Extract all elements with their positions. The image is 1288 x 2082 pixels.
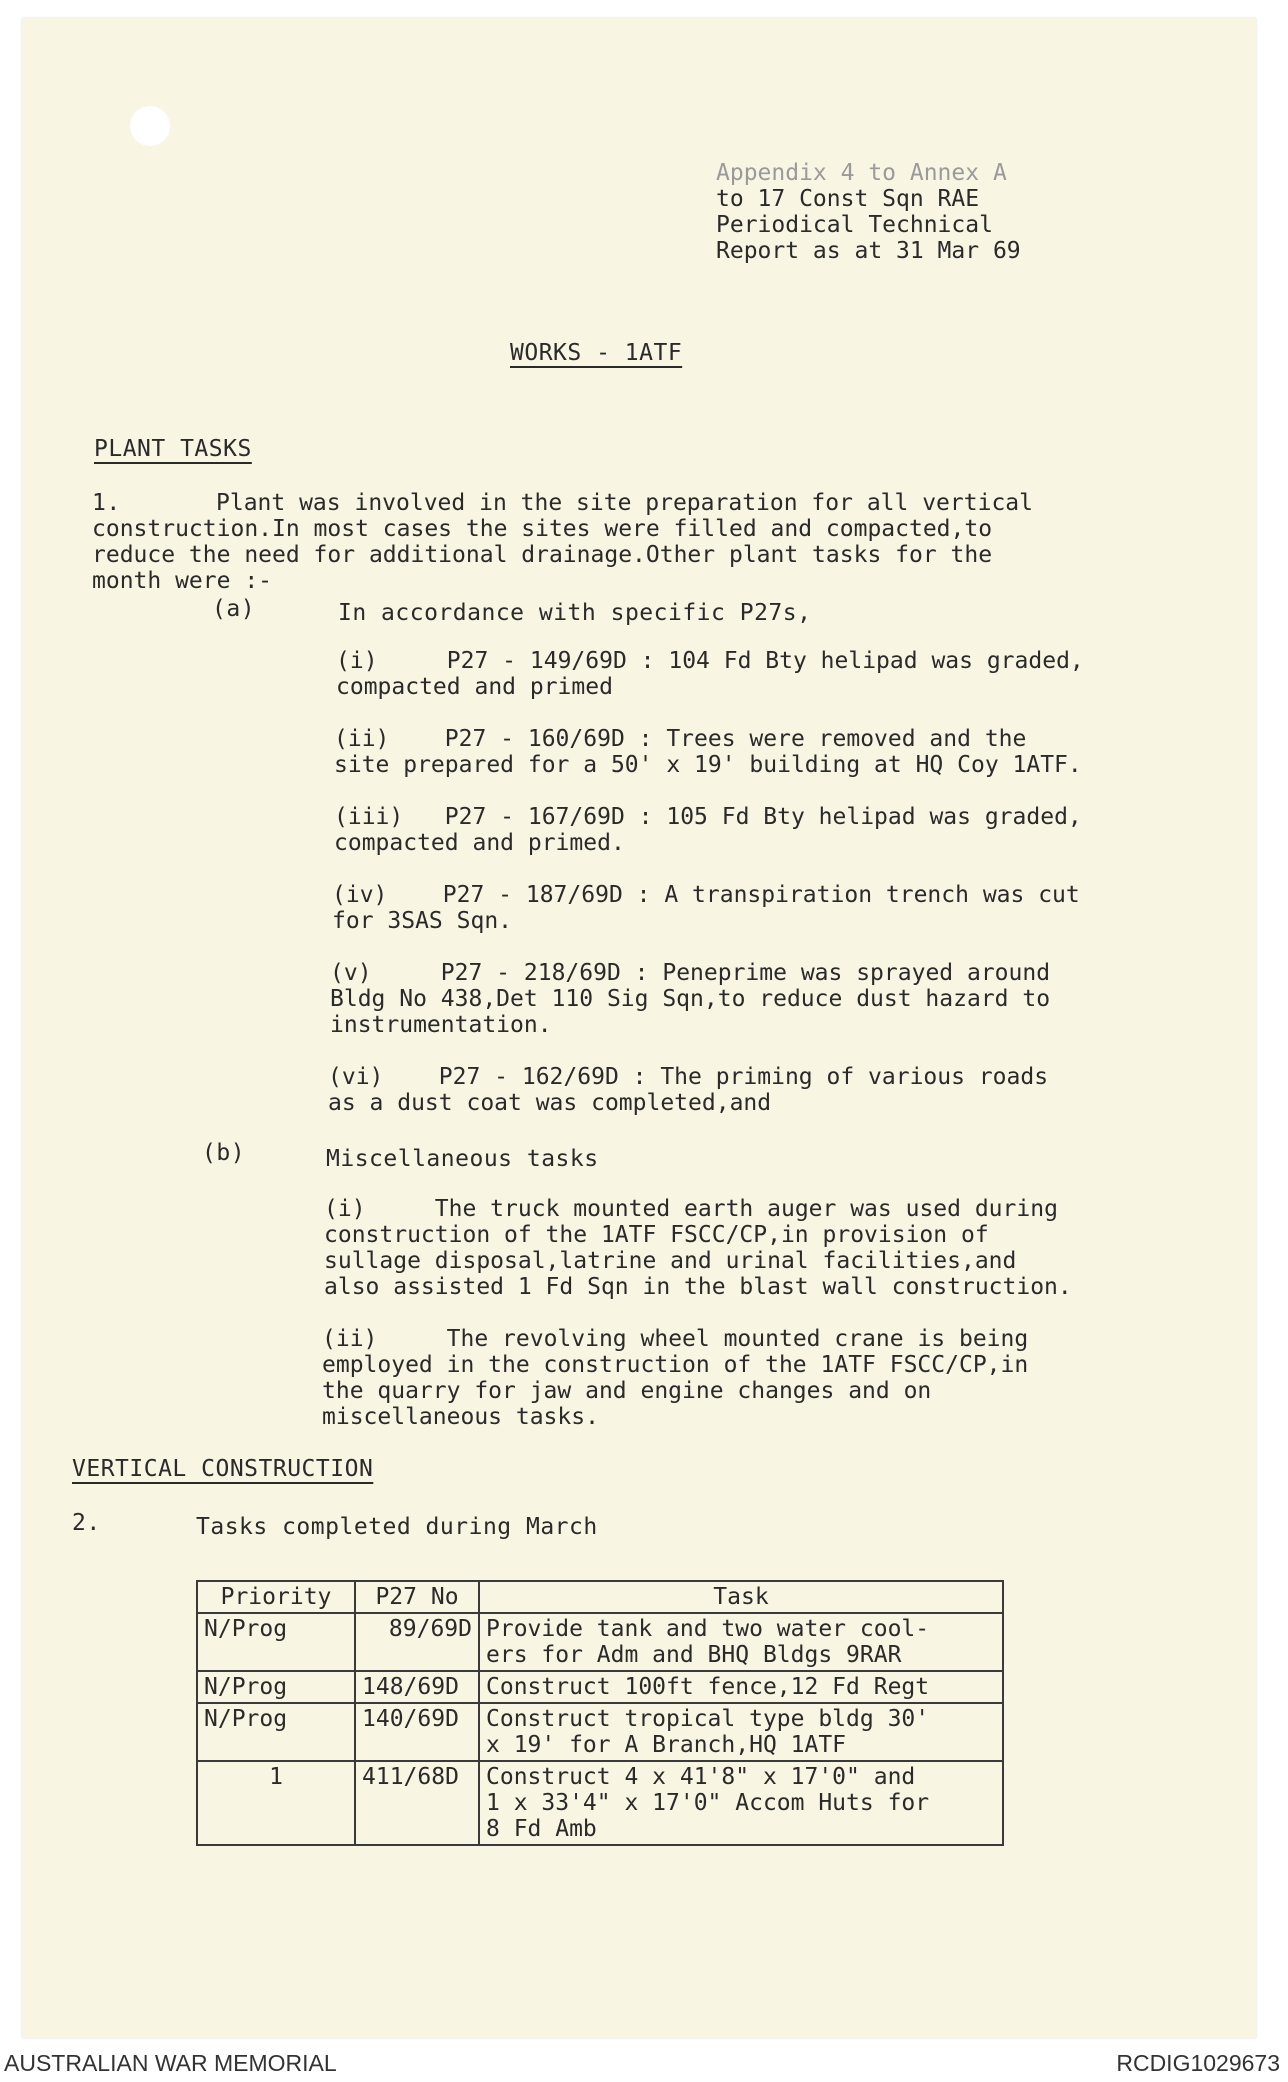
item-number: (i): [324, 1196, 366, 1222]
a-item-vi: [328, 1064, 1048, 1116]
item-b-label: (b): [202, 1140, 246, 1166]
para-1-line: Plant was involved in the site preparation for all vertical: [216, 490, 1033, 516]
item-line: compacted and primed: [336, 674, 613, 700]
cell-p27-no: 148/69D: [355, 1671, 479, 1703]
item-a-text: In accordance with specific P27s,: [338, 600, 812, 626]
cell-priority: N/Prog: [197, 1671, 355, 1703]
item-line: P27 - 167/69D : 105 Fd Bty helipad was graded,: [444, 804, 1082, 830]
table-header-row: [197, 1581, 1003, 1613]
a-item-v: [330, 960, 1050, 1038]
item-line: instrumentation.: [330, 1012, 552, 1038]
item-line: the quarry for jaw and engine changes and on: [322, 1378, 932, 1404]
item-line: also assisted 1 Fd Sqn in the blast wall construction.: [324, 1274, 1072, 1300]
item-line: compacted and primed.: [334, 830, 625, 856]
item-line: P27 - 162/69D : The priming of various roads: [438, 1064, 1049, 1090]
table-row: [197, 1671, 1003, 1703]
table-row: [197, 1703, 1003, 1761]
para-1-line: month were :-: [92, 568, 273, 594]
item-line: Bldg No 438,Det 110 Sig Sqn,to reduce dust hazard to: [330, 986, 1051, 1012]
para-1-number: 1.: [92, 490, 121, 516]
item-number: (i): [336, 648, 378, 674]
cell-priority: N/Prog: [197, 1703, 355, 1761]
a-item-iii: [334, 804, 1082, 856]
b-item-ii: [322, 1326, 1028, 1430]
header-line-3: Periodical Technical: [716, 212, 993, 238]
item-number: (iv): [332, 882, 388, 908]
item-number: (ii): [322, 1326, 378, 1352]
table-row: [197, 1613, 1003, 1671]
cell-p27-no: 89/69D: [355, 1613, 479, 1671]
punch-hole: [130, 106, 170, 146]
item-number: (ii): [334, 726, 390, 752]
item-line: as a dust coat was completed,and: [328, 1090, 772, 1116]
item-line: miscellaneous tasks.: [322, 1404, 599, 1430]
a-item-ii: [334, 726, 1082, 778]
header-task: Task: [479, 1581, 1003, 1613]
b-item-i: [324, 1196, 1072, 1300]
item-line: employed in the construction of the 1ATF FSCC/CP,in: [322, 1352, 1029, 1378]
para-2-number: 2.: [72, 1510, 101, 1536]
cell-priority: N/Prog: [197, 1613, 355, 1671]
item-line: construction of the 1ATF FSCC/CP,in provision of: [324, 1222, 989, 1248]
a-item-i: [336, 648, 1084, 700]
a-item-iv: [332, 882, 1080, 934]
vertical-construction-heading: VERTICAL CONSTRUCTION: [72, 1456, 374, 1482]
tasks-table: [196, 1580, 1004, 1846]
header-line-1: Appendix 4 to Annex A: [716, 160, 1007, 186]
header-p27-no: P27 No: [355, 1581, 479, 1613]
item-line: The truck mounted earth auger was used during: [434, 1196, 1058, 1222]
item-number: (iii): [334, 804, 404, 830]
item-number: (vi): [328, 1064, 384, 1090]
cell-p27-no: 411/68D: [355, 1761, 479, 1845]
item-number: (v): [330, 960, 372, 986]
cell-p27-no: 140/69D: [355, 1703, 479, 1761]
item-line: The revolving wheel mounted crane is being: [446, 1326, 1029, 1352]
item-a-label: (a): [212, 596, 256, 622]
footer-source: AUSTRALIAN WAR MEMORIAL: [4, 2050, 337, 2076]
plant-tasks-heading: PLANT TASKS: [94, 436, 252, 462]
para-1-text: [92, 490, 1033, 594]
item-line: sullage disposal,latrine and urinal facilities,and: [324, 1248, 1017, 1274]
item-line: P27 - 149/69D : 104 Fd Bty helipad was graded,: [446, 648, 1084, 674]
header-priority: Priority: [197, 1581, 355, 1613]
item-line: P27 - 160/69D : Trees were removed and the: [444, 726, 1027, 752]
para-1-line: reduce the need for additional drainage.Other plant tasks for the: [92, 542, 993, 568]
item-line: P27 - 218/69D : Peneprime was sprayed around: [440, 960, 1051, 986]
cell-task: Construct 100ft fence,12 Fd Regt: [479, 1671, 1003, 1703]
item-line: for 3SAS Sqn.: [332, 908, 513, 934]
item-line: P27 - 187/69D : A transpiration trench was cut: [442, 882, 1080, 908]
item-b-text: Miscellaneous tasks: [326, 1146, 599, 1172]
cell-priority: 1: [197, 1761, 355, 1845]
document-header: [716, 160, 1021, 264]
cell-task: Construct tropical type bldg 30' x 19' for A Branch,HQ 1ATF: [479, 1703, 1003, 1761]
cell-task: Provide tank and two water cool- ers for Adm and BHQ Bldgs 9RAR: [479, 1613, 1003, 1671]
footer-id: RCDIG1029673: [1116, 2050, 1280, 2076]
header-line-2: to 17 Const Sqn RAE: [716, 186, 980, 212]
table-row: [197, 1761, 1003, 1845]
item-line: site prepared for a 50' x 19' building at HQ Coy 1ATF.: [334, 752, 1082, 778]
page-title: WORKS - 1ATF: [510, 340, 683, 366]
cell-task: Construct 4 x 41'8" x 17'0" and 1 x 33'4" x 17'0" Accom Huts for 8 Fd Amb: [479, 1761, 1003, 1845]
header-line-4: Report as at 31 Mar 69: [716, 238, 1021, 264]
para-2-text: Tasks completed during March: [196, 1514, 598, 1540]
para-1-line: construction.In most cases the sites were filled and compacted,to: [92, 516, 993, 542]
